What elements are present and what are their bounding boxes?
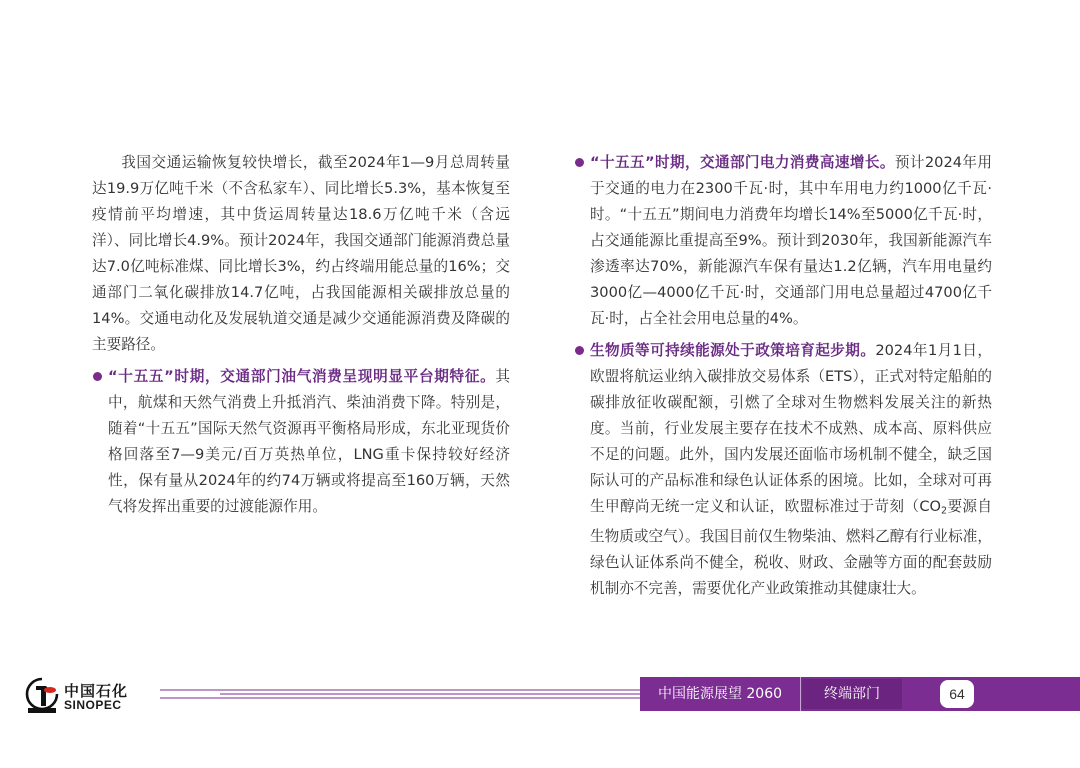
- bullet-dot: [575, 346, 584, 355]
- publication-title: 中国能源展望 2060: [657, 686, 783, 702]
- bullet-heading: “十五五”时期，交通部门油气消费呈现明显平台期特征。: [108, 368, 496, 385]
- bullet-heading: “十五五”时期，交通部门电力消费高速增长。: [590, 154, 895, 171]
- bullet-heading: 生物质等可持续能源处于政策培育起步期。: [590, 342, 876, 359]
- bullet-oil-gas: [92, 364, 510, 520]
- page-number: 64: [940, 680, 974, 708]
- left-column: [92, 150, 510, 520]
- footer-divider: [800, 677, 801, 711]
- bullet-text: 2024年1月1日，欧盟将航运业纳入碳排放交易体系（ETS），正式对特定船舶的碳排放征收碳配额，引燃了全球对生物燃料发展关注的新热度。当前，行业发展主要存在技术不成熟、成本高、原料供应不足的问题。此外，国内发展还面临市场机制不健全，缺乏国际认可的产品标准和绿色认证体系的困境。比如，全球对可再生甲醇尚无统一定义和认证，欧盟标准过于苛刻（CO: [590, 342, 992, 515]
- sinopec-emblem-icon: [24, 676, 60, 716]
- bullet-dot: [93, 372, 102, 381]
- subscript: 2: [941, 505, 948, 517]
- bullet-electricity: [574, 150, 992, 332]
- bullet-text: 其中，航煤和天然气消费上升抵消汽、柴油消费下降。特别是，随着“十五五”国际天然气资源再平衡格局形成，东北亚现货价格回落至7—9美元/百万英热单位，LNG重卡保持较好经济性，保有量从2024年的约74万辆或将提高至160万辆，天然气将发挥出重要的过渡能源作用。: [108, 368, 510, 515]
- bullet-text-cont: 要源自生物质或空气）。我国目前仅生物柴油、燃料乙醇有行业标准，绿色认证体系尚不健全，税收、财政、金融等方面的配套鼓励机制亦不完善，需要优化产业政策推动其健康壮大。: [590, 498, 992, 598]
- bullet-text: 预计2024年用于交通的电力在2300千瓦·时，其中车用电力约1000亿千瓦·时。“十五五”期间电力消费年均增长14%至5000亿千瓦·时，占交通能源比重提高至9%。预计到2030年，我国新能源汽车渗透率达70%，新能源汽车保有量达1.2亿辆，汽车用电量约3000亿—4000亿千瓦·时，交通部门用电总量超过4700亿千瓦·时，占全社会用电总量的4%。: [590, 154, 993, 327]
- logo-chinese-name: 中国石化: [64, 682, 129, 700]
- intro-paragraph: 我国交通运输恢复较快增长，截至2024年1—9月总周转量达19.9万亿吨千米（不含私家车）、同比增长5.3%，基本恢复至疫情前平均增速，其中货运周转量达18.6万亿吨千米（含远洋）、同比增长4.9%。预计2024年，我国交通部门能源消费总量达7.0亿吨标准煤、同比增长3%，约占终端用能总量的16%；交通部门二氧化碳排放14.7亿吨，占我国能源相关碳排放总量的14%。交通电动化及发展轨道交通是减少交通能源消费及降碳的主要路径。: [92, 154, 510, 353]
- section-label: 终端部门: [802, 679, 902, 709]
- footer-decorative-lines: [160, 688, 640, 702]
- bullet-dot: [575, 158, 584, 167]
- right-column: [574, 150, 992, 602]
- logo-english-name: SINOPEC: [64, 698, 122, 712]
- bullet-biomass: [574, 338, 992, 602]
- sinopec-logo: [24, 676, 164, 716]
- footer-bar: [640, 677, 1080, 711]
